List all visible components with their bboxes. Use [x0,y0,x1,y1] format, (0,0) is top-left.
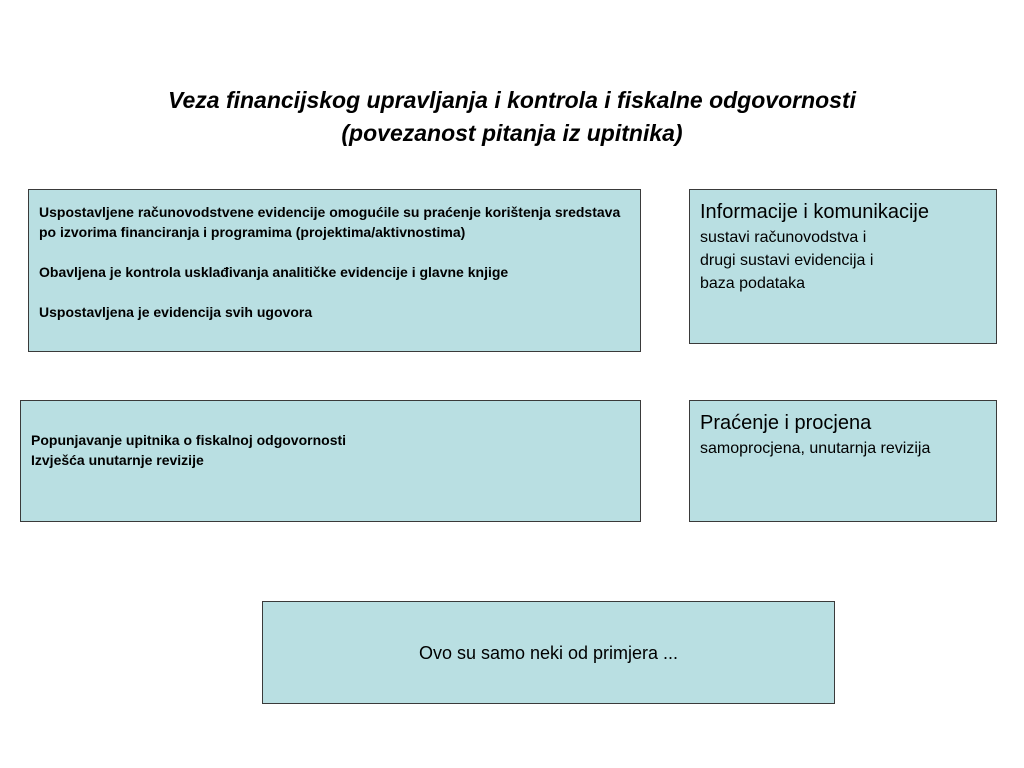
information-line-other-systems: drugi sustavi evidencija i [700,252,874,269]
information-communication-box [689,189,997,344]
monitoring-line-self-assessment: samoprocjena, unutarnja revizija [700,440,931,457]
information-line-accounting-systems: sustavi računovodstva i [700,229,867,246]
questionnaire-line-fiscal-responsibility: Popunjavanje upitnika o fiskalnoj odgovornosti [31,432,347,448]
questionnaire-box [20,400,641,522]
information-line-database: baza podataka [700,275,805,292]
slide-title-line-2: (povezanost pitanja iz upitnika) [341,120,683,146]
slide-title [40,84,984,150]
questionnaire-line-internal-audit-reports: Izvješća unutarnje revizije [31,452,204,468]
information-communication-heading: Informacije i komunikacije [700,201,929,223]
accounting-item-funding-tracking: Uspostavljene računovodstvene evidencije omogućile su praćenje korištenja sredstava po izvorima financiranja i programima (projektima/aktivnostima) [39,204,621,240]
accounting-item-ledger-reconciliation: Obavljena je kontrola usklađivanja analitičke evidencije i glavne knjige [39,264,509,280]
monitoring-assessment-box [689,400,997,522]
monitoring-assessment-heading: Praćenje i procjena [700,412,872,434]
accounting-item-contract-register: Uspostavljena je evidencija svih ugovora [39,304,313,320]
examples-note-box [262,601,835,704]
slide-title-line-1: Veza financijskog upravljanja i kontrola i fiskalne odgovornosti [167,87,857,113]
accounting-evidence-box [28,189,641,352]
examples-note-text: Ovo su samo neki od primjera ... [418,642,679,663]
